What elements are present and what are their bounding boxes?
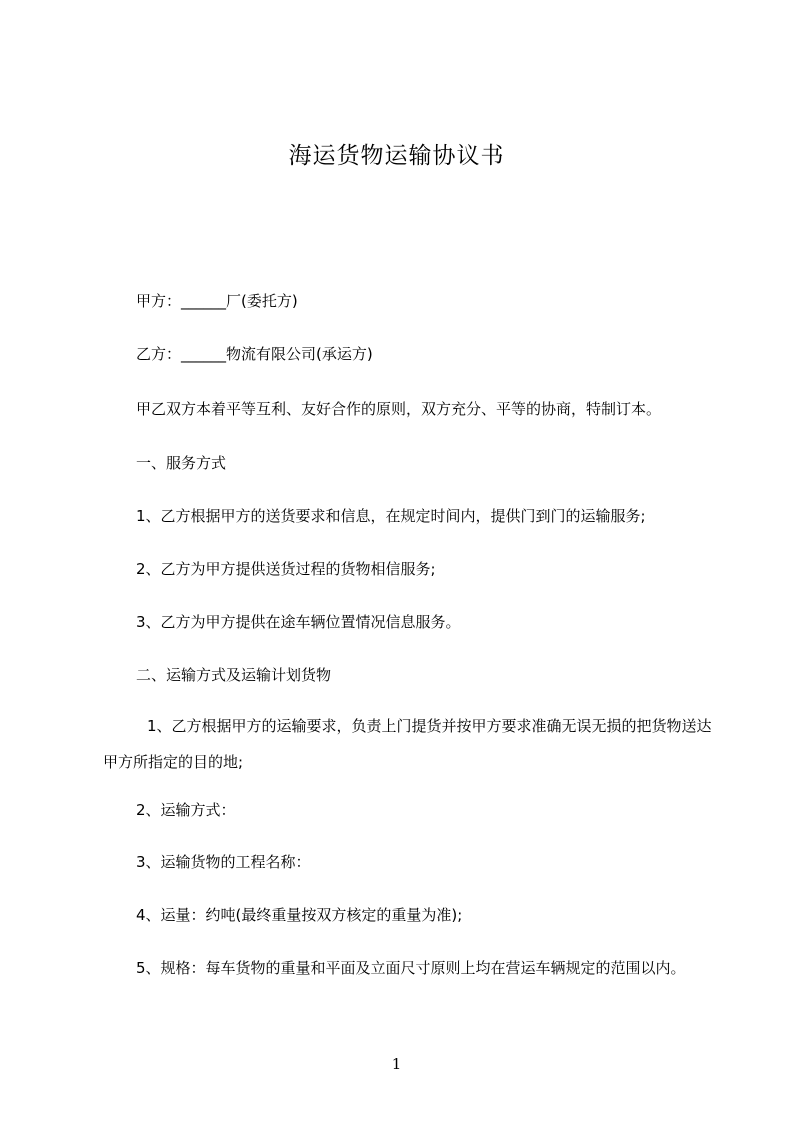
document-title: 海运货物运输协议书 — [288, 143, 505, 169]
clause-paragraph-text: 1、乙方根据甲方的运输要求，负责上门提货并按甲方要求准确无误无损的把货物送达甲方所指定的目的地; — [103, 717, 712, 771]
page-number: 1 — [391, 1055, 402, 1073]
party-a-line: 甲方：______厂(委托方) — [136, 292, 298, 310]
clause-line: 2、乙方为甲方提供送货过程的货物相信服务; — [136, 560, 436, 578]
clause-line: 3、乙方为甲方提供在途车辆位置情况信息服务。 — [136, 613, 461, 631]
clause-line: 5、规格：每车货物的重量和平面及立面尺寸原则上均在营运车辆规定的范围以内。 — [136, 959, 686, 977]
section-heading-transport: 二、运输方式及运输计划货物 — [136, 666, 332, 684]
clause-line: 2、运输方式： — [136, 801, 236, 819]
party-b-line: 乙方：______物流有限公司(承运方) — [136, 345, 373, 363]
clause-line: 3、运输货物的工程名称： — [136, 853, 311, 871]
clause-line: 4、运量：约吨(最终重量按双方核定的重量为准); — [136, 906, 463, 924]
section-heading-service: 一、服务方式 — [136, 454, 227, 472]
preamble-line: 甲乙双方本着平等互利、友好合作的原则，双方充分、平等的协商，特制订本。 — [136, 400, 662, 418]
clause-paragraph — [103, 708, 713, 780]
clause-line: 1、乙方根据甲方的送货要求和信息，在规定时间内，提供门到门的运输服务; — [136, 507, 646, 525]
